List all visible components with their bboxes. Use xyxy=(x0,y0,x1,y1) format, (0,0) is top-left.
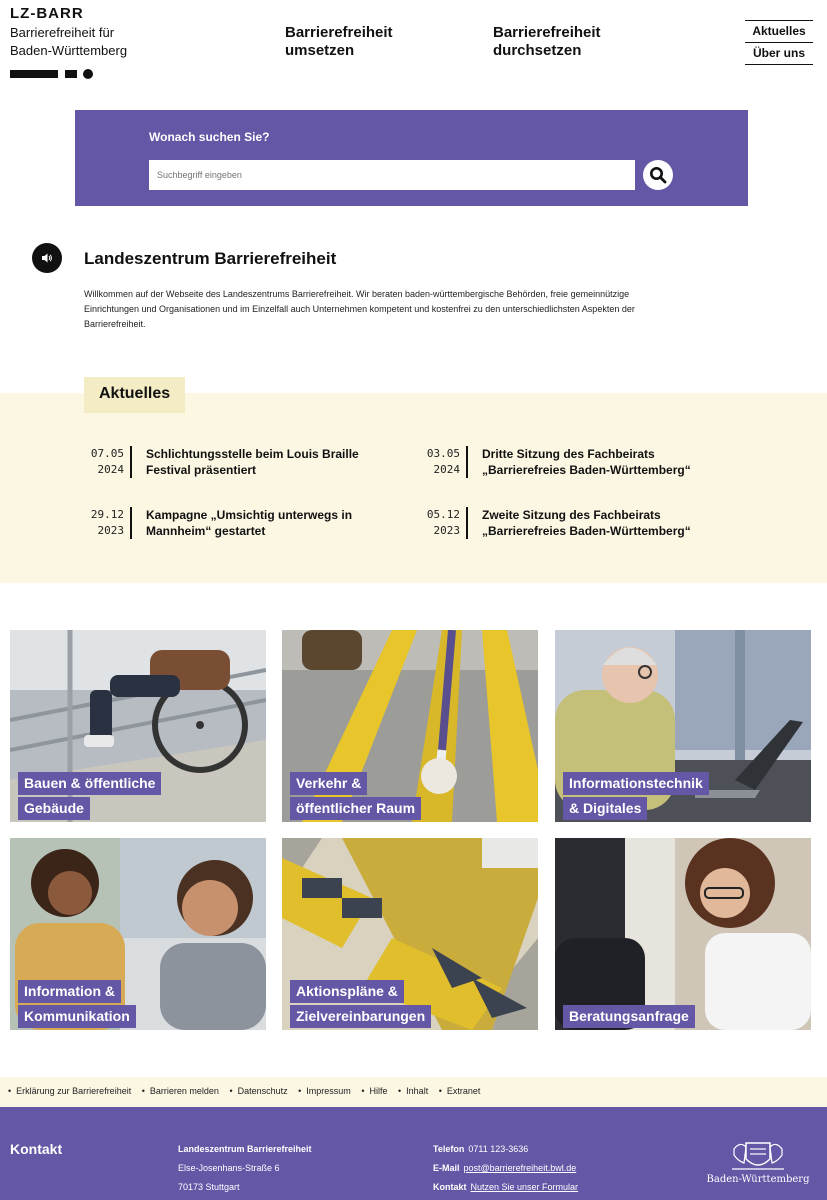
news-item[interactable] xyxy=(420,446,750,486)
side-nav xyxy=(745,20,813,65)
baden-wuerttemberg-logo[interactable] xyxy=(700,1139,816,1191)
news-divider xyxy=(130,507,132,539)
nav-label-line1: Barrierefreiheit xyxy=(493,24,601,41)
side-nav-ueber-uns[interactable]: Über uns xyxy=(745,42,813,65)
footer-org: Landeszentrum Barrierefreiheit xyxy=(178,1144,312,1154)
news-date-day: 07.05 xyxy=(90,447,124,460)
footer-link-erklaerung[interactable]: • Erklärung zur Barrierefreiheit xyxy=(8,1086,131,1096)
speaker-icon xyxy=(41,252,53,264)
footer-contact xyxy=(433,1140,578,1197)
footer xyxy=(0,1107,827,1200)
tile-label xyxy=(18,772,161,822)
news-heading: Aktuelles xyxy=(84,377,185,413)
state-logo-text: Baden-Württemberg xyxy=(706,1174,810,1185)
news-item[interactable] xyxy=(84,507,414,547)
tile-label xyxy=(18,980,136,1030)
footer-link-hilfe[interactable]: • Hilfe xyxy=(361,1086,387,1096)
news-title xyxy=(482,507,742,539)
logo-subtitle xyxy=(10,24,127,60)
footer-title: Kontakt xyxy=(10,1141,63,1157)
tile-bauen[interactable] xyxy=(10,630,266,822)
footer-city: 70173 Stuttgart xyxy=(178,1182,240,1192)
footer-street: Else-Josenhans-Straße 6 xyxy=(178,1163,280,1173)
footer-links xyxy=(0,1077,827,1107)
tile-verkehr[interactable] xyxy=(282,630,538,822)
search-label: Wonach suchen Sie? xyxy=(149,130,270,144)
footer-link-extranet[interactable]: • Extranet xyxy=(439,1086,481,1096)
email-link[interactable]: post@barrierefreiheit.bwl.de xyxy=(463,1163,577,1173)
news-date-day: 03.05 xyxy=(426,447,460,460)
footer-link-impressum[interactable]: • Impressum xyxy=(298,1086,351,1096)
logo-mark-icon xyxy=(10,70,90,78)
tile-label-line1: Beratungsanfrage xyxy=(563,1005,695,1028)
tile-label-line2: Gebäude xyxy=(18,797,90,820)
tile-label-line2: öffentlicher Raum xyxy=(290,797,421,820)
news-title-line1: Dritte Sitzung des Fachbeirats xyxy=(482,447,655,461)
phone-number[interactable]: 0711 123-3636 xyxy=(468,1144,529,1154)
coat-of-arms-icon xyxy=(700,1139,816,1173)
search-panel xyxy=(75,110,748,206)
news-title-line1: Kampagne „Umsichtig unterwegs in xyxy=(146,508,353,522)
news-divider xyxy=(130,446,132,478)
side-nav-aktuelles[interactable]: Aktuelles xyxy=(745,20,813,42)
email-label: E-Mail xyxy=(433,1163,460,1173)
consultation-image xyxy=(555,838,811,1030)
logo-subtitle-line1: Barrierefreiheit für xyxy=(10,25,115,40)
news-title-line1: Schlichtungsstelle beim Louis Braille xyxy=(146,447,359,461)
news-title xyxy=(146,446,406,478)
tile-label xyxy=(563,772,709,822)
news-date xyxy=(420,446,460,478)
footer-link-barrieren-melden[interactable]: • Barrieren melden xyxy=(142,1086,219,1096)
news-divider xyxy=(466,446,468,478)
contact-form-link[interactable]: Nutzen Sie unser Formular xyxy=(470,1182,579,1192)
news-date-year: 2023 xyxy=(433,524,460,537)
news-item[interactable] xyxy=(84,446,414,486)
nav-label-line1: Barrierefreiheit xyxy=(285,24,393,41)
news-date-day: 29.12 xyxy=(90,508,124,521)
search-input[interactable] xyxy=(149,160,635,190)
news-date-year: 2024 xyxy=(97,463,124,476)
logo-subtitle-line2: Baden-Württemberg xyxy=(10,43,128,58)
news-title-line2: „Barrierefreies Baden-Württemberg“ xyxy=(482,524,691,538)
news-title-line2: Mannheim“ gestartet xyxy=(146,524,266,538)
tile-label-line1: Information & xyxy=(18,980,121,1003)
tile-label-line2: Kommunikation xyxy=(18,1005,136,1028)
nav-label-line2: durchsetzen xyxy=(493,42,582,59)
news-title-line2: Festival präsentiert xyxy=(146,463,257,477)
tile-label-line2: Zielvereinbarungen xyxy=(290,1005,431,1028)
tile-label-line1: Bauen & öffentliche xyxy=(18,772,161,795)
search-icon xyxy=(649,166,667,184)
news-date-year: 2023 xyxy=(97,524,124,537)
tile-label-line1: Verkehr & xyxy=(290,772,367,795)
news-title xyxy=(482,446,742,478)
tile-label-line1: Informationstechnik xyxy=(563,772,709,795)
form-label: Kontakt xyxy=(433,1182,467,1192)
tile-beratungsanfrage[interactable] xyxy=(555,838,811,1030)
footer-address xyxy=(178,1140,312,1197)
tile-aktionsplaene[interactable] xyxy=(282,838,538,1030)
nav-barrierefreiheit-durchsetzen[interactable] xyxy=(493,24,601,60)
news-date-day: 05.12 xyxy=(426,508,460,521)
news-date xyxy=(84,507,124,539)
footer-link-inhalt[interactable]: • Inhalt xyxy=(398,1086,428,1096)
tile-label xyxy=(290,980,431,1030)
news-section xyxy=(0,393,827,583)
tile-informationstechnik[interactable] xyxy=(555,630,811,822)
news-title xyxy=(146,507,406,539)
phone-label: Telefon xyxy=(433,1144,465,1154)
footer-link-datenschutz[interactable]: • Datenschutz xyxy=(229,1086,287,1096)
news-title-line1: Zweite Sitzung des Fachbeirats xyxy=(482,508,661,522)
tile-label-line1: Aktionspläne & xyxy=(290,980,404,1003)
tile-label-line2: & Digitales xyxy=(563,797,647,820)
news-title-line2: „Barrierefreies Baden-Württemberg“ xyxy=(482,463,691,477)
logo-title: LZ-BARR xyxy=(10,5,84,22)
news-divider xyxy=(466,507,468,539)
nav-barrierefreiheit-umsetzen[interactable] xyxy=(285,24,393,60)
page-title: Landeszentrum Barrierefreiheit xyxy=(84,249,337,268)
search-button[interactable] xyxy=(643,160,673,190)
intro-text: Willkommen auf der Webseite des Landeszentrums Barrierefreiheit. Wir beraten baden-württembergische Behörden, freie gemeinnützige Einrichtungen und Organisationen und im Einzelfall auch Unternehmen kompetent und kostenfrei zu den unterschiedlichsten Aspekten der Barrierefreiheit. xyxy=(84,289,635,329)
news-date xyxy=(84,446,124,478)
tile-information-kommunikation[interactable] xyxy=(10,838,266,1030)
read-aloud-button[interactable] xyxy=(32,243,62,273)
nav-label-line2: umsetzen xyxy=(285,42,355,59)
tile-label xyxy=(563,1005,695,1030)
news-date-year: 2024 xyxy=(433,463,460,476)
news-date xyxy=(420,507,460,539)
tile-label xyxy=(290,772,421,822)
news-item[interactable] xyxy=(420,507,750,547)
